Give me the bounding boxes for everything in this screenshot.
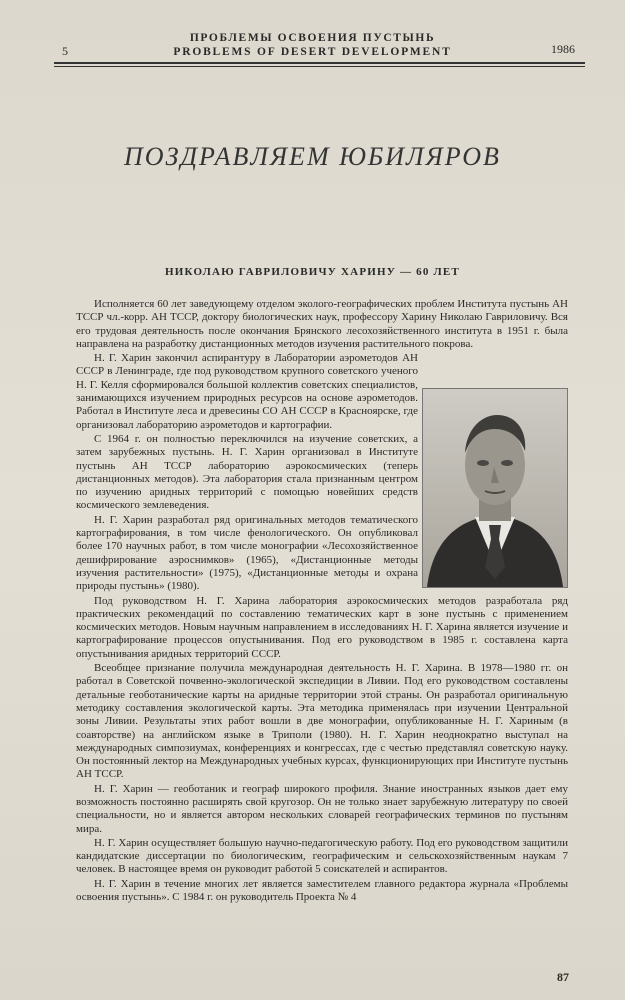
paragraph-7: Н. Г. Харин — геоботаник и географ широкого профиля. Знание иностранных языков дает ему возможность постоянно расширять свой кругозор. Он не только знает зарубежную литературу по своей специальности, но и является автором нескольких словарей географических терминов по пустыням мира. xyxy=(76,782,568,835)
article-title: НИКОЛАЮ ГАВРИЛОВИЧУ ХАРИНУ — 60 ЛЕТ xyxy=(165,266,460,278)
journal-title-en: PROBLEMS OF DESERT DEVELOPMENT xyxy=(173,46,452,58)
running-header xyxy=(40,30,585,70)
header-rule-thin xyxy=(54,66,585,67)
paragraph-5: Под руководством Н. Г. Харина лаборатория аэрокосмических методов разработала ряд практических рекомендаций по составлению тематических карт в зоне пустынь с применением космических методов. Новым научным направлением в исследованиях Н. Г. Харина является изучение и картографирование процессов опустынивания. Под его руководством в 1985 г. составлена карта опустынивания аридных территорий СССР. xyxy=(76,594,568,660)
header-rule-thick xyxy=(54,62,585,64)
portrait-photo xyxy=(422,388,568,588)
paragraph-9: Н. Г. Харин в течение многих лет является заместителем главного редактора журнала «Проблемы освоения пустынь». С 1984 г. он руководитель Проекта № 4 xyxy=(76,877,568,904)
portrait-image xyxy=(423,389,567,587)
paragraph-4: Н. Г. Харин разработал ряд оригинальных методов тематического картографирования, в том числе фенологического. Он опубликовал более 170 научных работ, в том числе монографии «Лесохозяйственное дешифрирование аэроснимков» (1965), «Дистанционные методы изучения растительности» (1975), «Дистанционные методы и охрана природы пустынь» (1980). xyxy=(76,513,418,593)
journal-title-ru: ПРОБЛЕМЫ ОСВОЕНИЯ ПУСТЫНЬ xyxy=(189,32,436,44)
paragraph-1: Исполняется 60 лет заведующему отделом эколого-географических проблем Института пустынь АН ТССР чл.-корр. АН ТССР, доктору биологических наук, профессору Харину Николаю Гавриловичу. Вся его трудовая деятельность после окончания Брянского лесохозяйственного института в 1951 г. была направлена на разработку дистанционных методов изучения растительного покрова. xyxy=(76,298,568,350)
paragraph-8: Н. Г. Харин осуществляет большую научно-педагогическую работу. Под его руководством защитили кандидатские диссертации по биологическим, географическим и сельскохозяйственным наукам 7 человек. В настоящее время он руководит работой 5 соискателей и аспирантов. xyxy=(76,836,568,876)
issue-number: 5 xyxy=(62,44,68,58)
paragraph-3: С 1964 г. он полностью переключился на изучение советских, а затем зарубежных пустынь. Н. Г. Харин организовал в Институте пустынь АН ТССР лабораторию аэрокосмических (теперь дистанционных методов). Эта лаборатория стала признанным центром по изучению аридных территорий с помощью новейших средств космического землеведения. xyxy=(76,432,418,512)
page-number: 87 xyxy=(557,970,569,984)
paragraph-6: Всеобщее признание получила международная деятельность Н. Г. Харина. В 1978—1980 гг. он работал в Советской почвенно-экологической экспедиции в Ливии. Под его руководством составлены детальные геоботанические карты на аридные территории этой страны. Он разработал оригинальную методику составления экологической карты. Эта методика применялась при изучении Центральной зоны Ливии. Результаты этих работ вошли в две монографии, опубликованные Н. Г. Хариным (в соавторстве) на английском языке в Триполи (1980). Н. Г. Харин неоднократно выступал на международных симпозиумах, конференциях и конгрессах, где с честью представлял советскую науку. Он постоянный лектор на Международных учебных курсах, функционирующих при Институте пустынь АН ТССР. xyxy=(76,662,568,781)
section-title: ПОЗДРАВЛЯЕМ ЮБИЛЯРОВ xyxy=(124,142,501,171)
paragraph-2: Н. Г. Харин закончил аспирантуру в Лаборатории аэрометодов АН СССР в Ленинграде, где под руководством крупного советского ученого Н. Г. Келля сформировался большой коллектив советских специалистов, занимающихся изучением природных ресурсов на основе аэрометодов. Работал в Институте леса и древесины СО АН СССР в Красноярске, где организовал лабораторию аэрометодов и картографии. xyxy=(76,352,418,431)
issue-year: 1986 xyxy=(551,42,575,56)
